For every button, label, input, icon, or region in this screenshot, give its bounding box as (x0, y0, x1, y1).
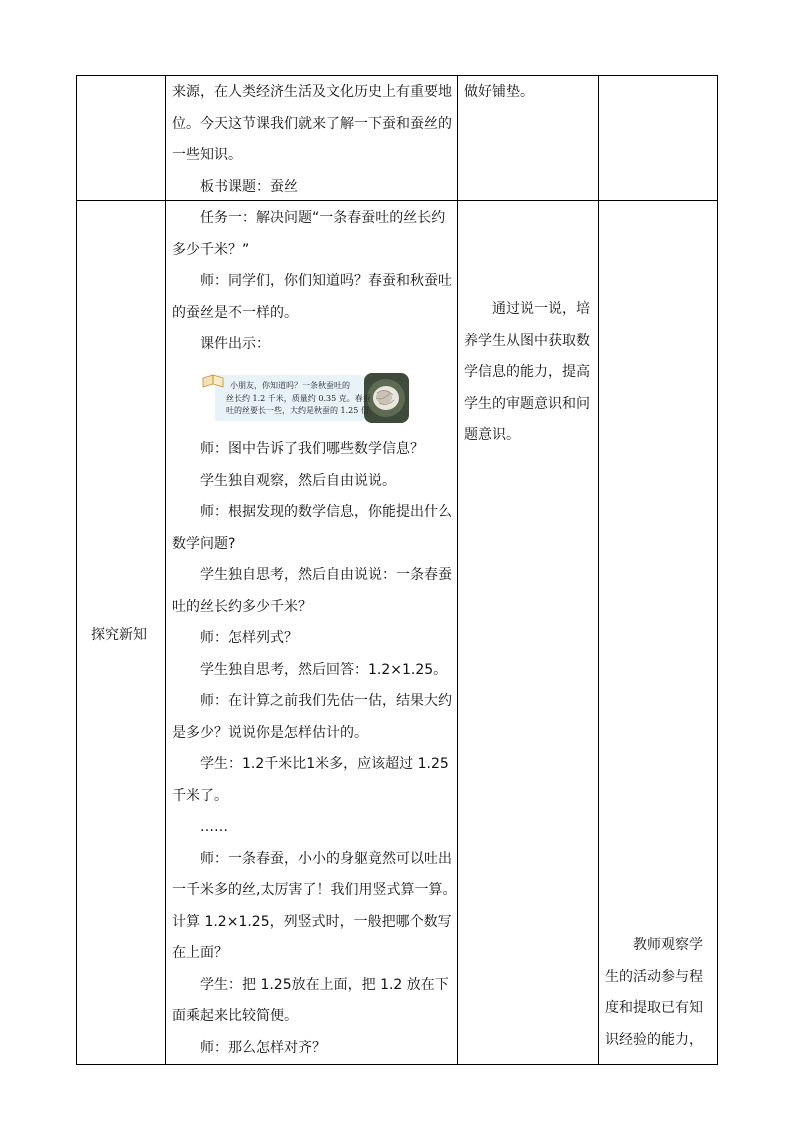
stage-label: 探究新知 (91, 627, 147, 643)
intent-cell-row2 (464, 294, 590, 452)
lesson-plan-table (76, 75, 718, 1065)
text-line: 度和提取已有知 (605, 1000, 703, 1016)
courseware-line: 吐的丝要长一些，大约是秋蚕的 1.25 倍。 (226, 406, 377, 415)
text-line: 一些知识。 (172, 147, 242, 163)
text-line: 学生独自思考，然后自由说说：一条春蚕 (200, 567, 452, 583)
text-line: 师：图中告诉了我们哪些数学信息？ (200, 441, 424, 457)
text-line: 多少千米？” (172, 241, 250, 258)
text-line: 生的活动参与程 (605, 968, 703, 985)
text-line: 任务一：解决问题“一条春蚕吐的丝长约 (200, 210, 446, 226)
text-line: 学生的审题意识和问 (464, 395, 590, 412)
text-line: 的蚕丝是不一样的。 (172, 304, 298, 321)
text-line: 师：一条春蚕，小小的身躯竟然可以吐出 (200, 850, 452, 867)
column-divider (457, 75, 458, 1065)
assessment-cell-row2 (605, 930, 703, 1056)
table-border-top (76, 75, 718, 76)
text-line: 板书课题：蚕丝 (200, 178, 298, 195)
process-cell-row2-bottom (172, 434, 456, 1064)
text-line: 课件出示： (200, 336, 270, 352)
intent-cell-row1 (464, 77, 534, 109)
text-line: 养学生从图中获取数 (464, 332, 590, 349)
text-line: 计算 1.2×1.25，列竖式时，一般把哪个数写 (172, 913, 452, 930)
text-line: 来源，在人类经济生活及文化历史上有重要地 (172, 84, 452, 100)
column-divider (165, 75, 166, 1065)
text-line: 学信息的能力，提高 (464, 364, 590, 380)
courseware-image (201, 371, 409, 425)
text-line: 通过说一说，培 (492, 301, 590, 317)
text-line: 面乘起来比较简便。 (172, 1008, 298, 1024)
text-line: 识经验的能力， (605, 1031, 703, 1048)
text-line: 千米了。 (172, 787, 228, 804)
process-cell-row1 (172, 77, 452, 203)
text-line: …… (200, 819, 228, 835)
text-line: 师：那么怎样对齐？ (200, 1039, 326, 1056)
text-line: 是多少？说说你是怎样估计的。 (172, 724, 368, 741)
text-line: 师：同学们，你们知道吗？春蚕和秋蚕吐 (200, 273, 452, 289)
text-line: 数学问题? (172, 535, 236, 552)
courseware-line: 丝长约 1.2 千米，质量约 0.35 克。春蚕 (226, 393, 371, 403)
text-line: 学生：1.2千米比1米多，应该超过 1.25 (200, 756, 449, 772)
text-line: 学生：把 1.25放在上面，把 1.2 放在下 (200, 976, 449, 993)
table-border-left (76, 75, 77, 1065)
text-line: 位。今天这节课我们就来了解一下蚕和蚕丝的 (172, 115, 452, 132)
text-line: 做好铺垫。 (464, 84, 534, 100)
text-line: 师：根据发现的数学信息，你能提出什么 (200, 504, 452, 520)
table-border-bottom (76, 1064, 718, 1065)
courseware-line: 小朋友，你知道吗？一条秋蚕吐的 (230, 381, 350, 390)
book-icon (203, 375, 223, 387)
process-cell-row2-top (172, 203, 452, 361)
courseware-text (226, 380, 377, 418)
text-line: 一千米多的丝,太厉害了！我们用竖式算一算。 (172, 882, 457, 898)
text-line: 吐的丝长约多少千米？ (172, 598, 312, 615)
text-line: 教师观察学 (633, 937, 703, 953)
text-line: 题意识。 (464, 427, 520, 443)
text-line: 在上面？ (172, 945, 228, 961)
text-line: 师：怎样列式？ (200, 630, 298, 646)
text-line: 学生独自思考，然后回答：1.2×1.25。 (200, 661, 448, 678)
table-border-right (717, 75, 718, 1065)
text-line: 师：在计算之前我们先估一估，结果大约 (200, 693, 452, 709)
column-divider (598, 75, 599, 1065)
text-line: 学生独自观察，然后自由说说。 (200, 472, 396, 489)
